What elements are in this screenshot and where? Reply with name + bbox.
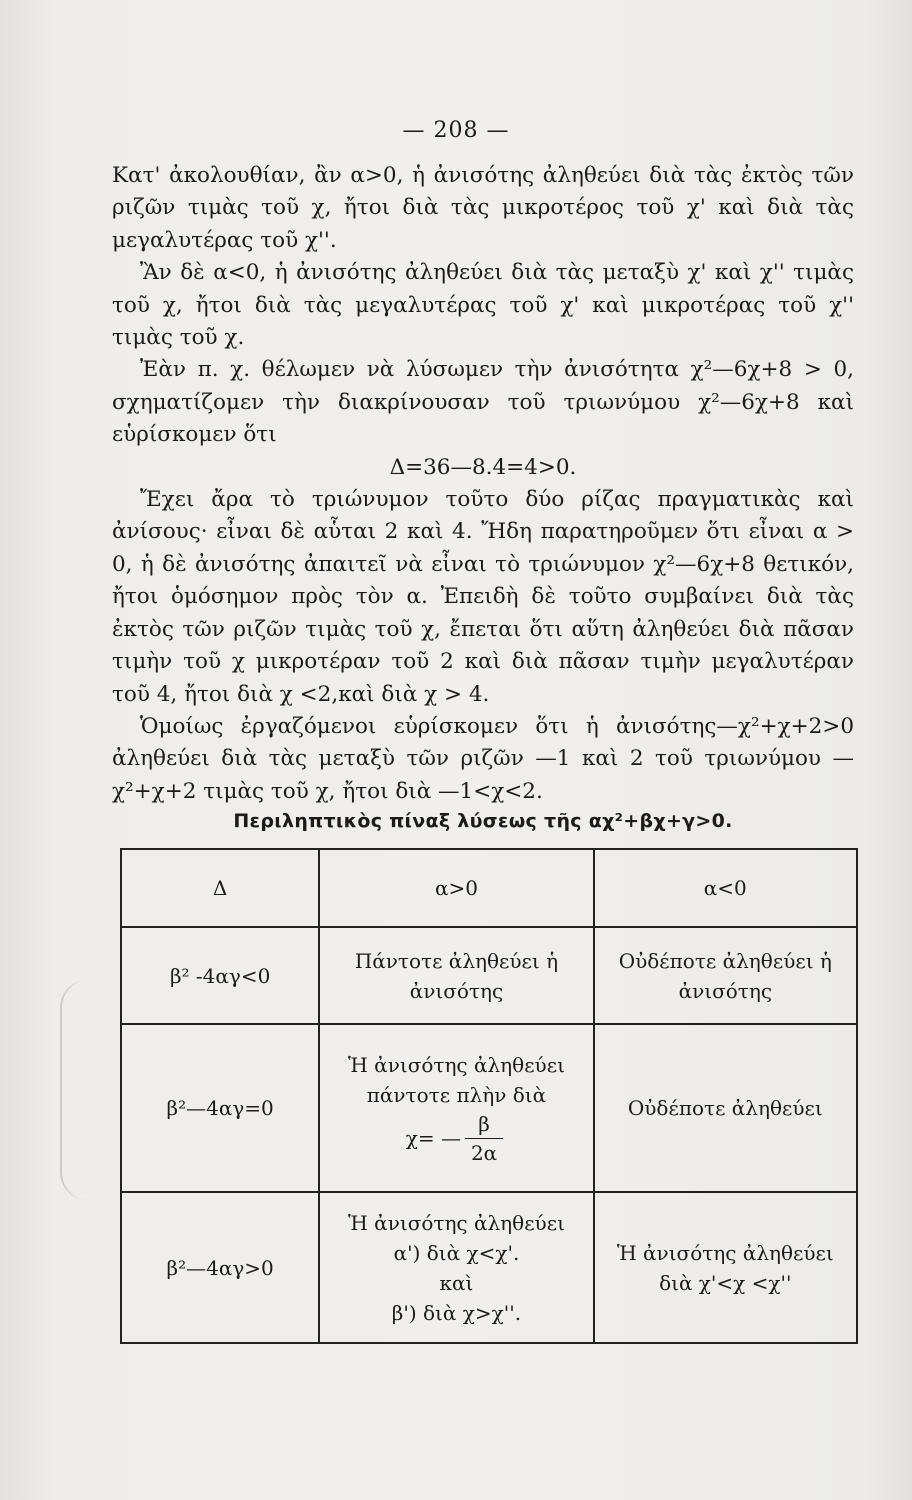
table-row-zero-discriminant <box>121 1024 857 1193</box>
table-row-negative-discriminant <box>121 927 857 1023</box>
cell-negative-a-negative <box>594 927 857 1023</box>
body-text <box>112 160 854 808</box>
cell-line: Οὐδέποτε ἀληθεύει ἡ <box>618 948 832 973</box>
cell-line: α') διὰ χ<χ'. <box>393 1240 520 1265</box>
margin-bracket-mark <box>60 980 88 1200</box>
condition-positive: β²—4αγ>0 <box>121 1192 319 1343</box>
table-title: Περιληπτικὸς πίναξ λύσεως τῆς αχ²+βχ+γ>0. <box>233 810 733 832</box>
table-header-row <box>121 849 857 927</box>
cell-line: β') διὰ χ>χ''. <box>391 1300 522 1325</box>
condition-negative: β² -4αγ<0 <box>121 927 319 1023</box>
cell-positive-a-negative <box>594 1192 857 1343</box>
cell-line: διὰ χ'<χ <χ'' <box>659 1270 792 1295</box>
paragraph-1: Κατ' ἀκολουθίαν, ἂν α>0, ἡ ἀνισότης ἀληθεύει διὰ τὰς ἐκτὸς τῶν ριζῶν τιμὰς τοῦ χ, ἤτοι διὰ τὰς μικροτέρος τοῦ χ' καὶ διὰ τὰς μεγαλυτέρας τοῦ χ''. <box>112 163 854 253</box>
header-discriminant: Δ <box>121 849 319 927</box>
fraction-numerator: β <box>465 1110 503 1139</box>
double-root-equation <box>406 1110 507 1167</box>
fraction-denominator: 2α <box>470 1140 498 1165</box>
cell-positive-a-positive <box>319 1192 593 1343</box>
cell-line: πάντοτε πλὴν διὰ <box>366 1082 547 1107</box>
cell-line: ἀνισότης <box>409 978 504 1003</box>
paragraph-3: Ἐὰν π. χ. θέλωμεν νὰ λύσωμεν τὴν ἀνισότητα χ²—6χ+8 > 0, σχηματίζομεν τὴν διακρίνουσαν τοῦ τριωνύμου χ²—6χ+8 καὶ εὑρίσκομεν ὅτι <box>112 357 854 448</box>
cell-line: καὶ <box>439 1270 474 1295</box>
paragraph-4: Ἔχει ἄρα τὸ τριώνυμον τοῦτο δύο ρίζας πραγματικὰς καὶ ἀνίσους· εἶναι δὲ αὗται 2 καὶ 4. Ἤδη παρατηροῦμεν ὅτι εἶναι α > 0, ἡ δὲ ἀνισότης ἀπαιτεῖ νὰ εἶναι τὸ τριώνυμον χ²—6χ+8 θετικόν, ἤτοι ὁμόσημον πρὸς τὸν α. Ἐπειδὴ δὲ τοῦτο συμβαίνει διὰ τὰς ἐκτὸς τῶν ριζῶν τιμὰς τοῦ χ, ἔπεται ὅτι αὕτη ἀληθεύει διὰ πᾶσαν τιμὴν τοῦ χ μικροτέραν τοῦ 2 καὶ διὰ πᾶσαν τιμὴν μεγαλυτέραν τοῦ 4, ἤτοι διὰ χ <2,καὶ διὰ χ > 4. <box>112 487 854 707</box>
fraction <box>465 1110 503 1167</box>
cell-line: ἀνισότης <box>678 978 773 1003</box>
cell-line: Πάντοτε ἀληθεύει ἡ <box>354 948 559 973</box>
summary-table <box>120 848 858 1344</box>
paragraph-5: Ὁμοίως ἐργαζόμενοι εὑρίσκομεν ὅτι ἡ ἀνισότης—χ²+χ+2>0 ἀληθεύει διὰ τὰς μεταξὺ τῶν ριζῶν —1 καὶ 2 τοῦ τριωνύμου —χ²+χ+2 τιμὰς τοῦ χ, ἤτοι διὰ —1<χ<2. <box>112 713 854 804</box>
cell-line: Ἡ ἀνισότης ἀληθεύει <box>347 1210 565 1235</box>
cell-zero-a-negative: Οὐδέποτε ἀληθεύει <box>594 1024 857 1193</box>
header-a-positive: α>0 <box>319 849 593 927</box>
condition-zero: β²—4αγ=0 <box>121 1024 319 1193</box>
discriminant-equation: Δ=36—8.4=4>0. <box>389 454 577 480</box>
table-row-positive-discriminant <box>121 1192 857 1343</box>
header-a-negative: α<0 <box>594 849 857 927</box>
equation-lhs: χ= — <box>405 1126 461 1151</box>
cell-zero-a-positive <box>319 1024 593 1193</box>
cell-line: Ἡ ἀνισότης ἀληθεύει <box>616 1240 834 1265</box>
cell-negative-a-positive <box>319 927 593 1023</box>
page-number: — 208 — <box>402 118 510 143</box>
cell-line: Ἡ ἀνισότης ἀληθεύει <box>347 1052 565 1077</box>
paragraph-2: Ἂν δὲ α<0, ἡ ἀνισότης ἀληθεύει διὰ τὰς μεταξὺ χ' καὶ χ'' τιμὰς τοῦ χ, ἤτοι διὰ τὰς μεγαλυτέρας τοῦ χ' καὶ μικροτέρας τοῦ χ'' τιμὰς τοῦ χ. <box>112 260 854 351</box>
